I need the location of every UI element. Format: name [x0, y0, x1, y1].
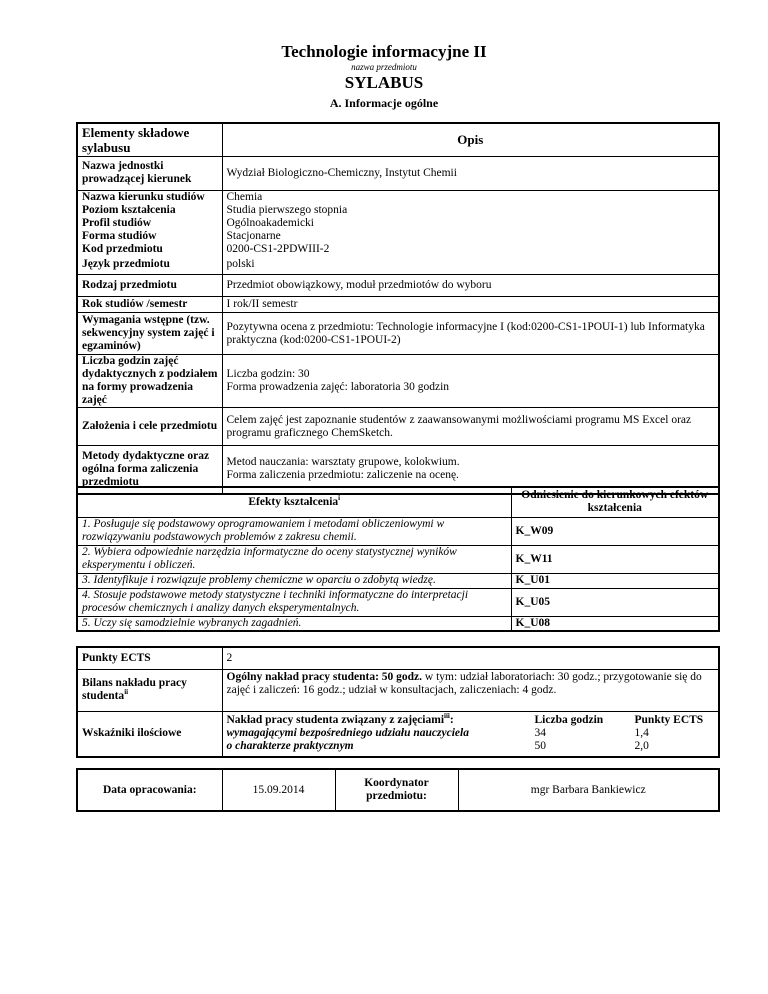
- effect-description: 2. Wybiera odpowiednie narzędzia informatyczne do oceny statystycznej wyników eksperymentu i obliczeń.: [77, 545, 511, 573]
- workload-title-text: Nakład pracy studenta związany z zajęciami: [226, 714, 445, 727]
- workload-ects: 2,0: [634, 740, 649, 753]
- bilans-breakdown: w tym: udział laboratoriach: 30 godz.; przygotowanie się do zajęć i zaliczeń: 16 godz.; udział w konsultacjach, zaliczeniach: 4 godz.: [226, 670, 702, 696]
- info-value-line: Chemia: [226, 190, 263, 203]
- info-value: polski: [222, 256, 719, 275]
- info-header-description: Opis: [222, 123, 719, 156]
- bilans-label: [77, 669, 222, 711]
- indicators-label: Wskaźniki ilościowe: [77, 711, 222, 757]
- ects-value: 2: [222, 647, 719, 669]
- info-value-line: Studia pierwszego stopnia: [226, 203, 348, 216]
- info-label-line: Forma studiów: [82, 229, 157, 242]
- info-label: [77, 190, 222, 256]
- info-value: Pozytywna ocena z przedmiotu: Technologie informacyjne I (kod:0200-CS1-1POUI-1) lub Informatyka praktyczna (kod:0200-CS1-1POUI-2): [222, 313, 719, 355]
- info-label: Rok studiów /semestr: [77, 297, 222, 313]
- info-label-line: Kod przedmiotu: [82, 242, 163, 255]
- info-label-line: Profil studiów: [82, 216, 152, 229]
- bilans-label-text: Bilans nakładu pracy studenta: [82, 677, 187, 702]
- effect-code: K_U08: [511, 616, 719, 631]
- effect-description: 5. Uczy się samodzielnie wybranych zagadnień.: [77, 616, 511, 631]
- effect-description: 1. Posługuje się podstawowy oprogramowaniem i metodami obliczeniowymi w rozwiązywaniu podstawowych problemów z zakresu chemii.: [77, 517, 511, 545]
- date-value: 15.09.2014: [222, 769, 335, 811]
- info-value-line: Ogólnoakademicki: [226, 216, 315, 229]
- bilans-total: Ogólny nakład pracy studenta: 50 godz.: [226, 670, 423, 683]
- coordinator-value: mgr Barbara Bankiewicz: [458, 769, 719, 811]
- ects-label: Punkty ECTS: [77, 647, 222, 669]
- workload-row-label: wymagającymi bezpośredniego udziału nauczyciela: [226, 727, 469, 740]
- workload-ects: 1,4: [634, 727, 649, 740]
- info-value-line: Forma zaliczenia przedmiotu: zaliczenie na ocenę.: [226, 469, 459, 482]
- info-value: Przedmiot obowiązkowy, moduł przedmiotów do wyboru: [222, 275, 719, 297]
- info-value-line: Stacjonarne: [226, 229, 281, 242]
- effect-description: 4. Stosuje podstawowe metody statystyczne i techniki informatyczne do interpretacji procesów chemicznych i analizy danych eksperymentalnych.: [77, 588, 511, 616]
- info-value: Celem zajęć jest zapoznanie studentów z zaawansowanymi możliwościami programu MS Excel oraz programu graficznego ChemSketch.: [222, 408, 719, 446]
- info-value-line: Metod nauczania: warsztaty grupowe, kolokwium.: [226, 456, 460, 469]
- info-table: [76, 122, 720, 495]
- info-value: Wydział Biologiczno-Chemiczny, Instytut Chemii: [222, 156, 719, 190]
- info-label: Rodzaj przedmiotu: [77, 275, 222, 297]
- info-value: [222, 190, 719, 256]
- hours-column-header: Liczba godzin: [534, 714, 604, 727]
- workload-title: [227, 714, 527, 727]
- info-label: Liczba godzin zajęć dydaktycznych z podziałem na formy prowadzenia zajęć: [77, 355, 222, 408]
- bilans-value: [222, 669, 719, 711]
- effect-description: 3. Identyfikuje i rozwiązuje problemy chemiczne w oparciu o zdobytą wiedzę.: [77, 573, 511, 588]
- workload-title-colon: :: [449, 714, 454, 727]
- info-label: Wymagania wstępne (tzw. sekwencyjny system zajęć i egzaminów): [77, 313, 222, 355]
- workload-hours: 34: [534, 727, 546, 740]
- effects-header-text: Efekty kształcenia: [248, 495, 339, 508]
- effect-code: K_W11: [511, 545, 719, 573]
- ects-column-header: Punkty ECTS: [634, 714, 704, 727]
- course-title-caption: nazwa przedmiotu: [351, 62, 417, 72]
- info-value: [222, 355, 719, 408]
- info-label: Nazwa jednostki prowadzącej kierunek: [77, 156, 222, 190]
- section-heading: A. Informacje ogólne: [329, 96, 439, 110]
- effects-header: [77, 487, 511, 517]
- effect-code: K_U01: [511, 573, 719, 588]
- document-title: SYLABUS: [344, 73, 424, 92]
- workload-row-label: o charakterze praktycznym: [226, 740, 354, 753]
- info-value: I rok/II semestr: [222, 297, 719, 313]
- info-label-line: Nazwa kierunku studiów: [82, 190, 205, 203]
- footnote-marker: ii: [124, 688, 129, 697]
- footer-table: [76, 768, 720, 812]
- workload-hours: 50: [534, 740, 546, 753]
- coordinator-label: Koordynator przedmiotu:: [335, 769, 458, 811]
- info-value-line: 0200-CS1-2PDWIII-2: [226, 242, 330, 255]
- effects-reference-header: Odniesienie do kierunkowych efektów kształcenia: [511, 487, 719, 517]
- footnote-marker: i: [338, 493, 341, 502]
- course-title: Technologie informacyjne II: [281, 42, 487, 61]
- info-header-elements: Elementy składowe sylabusu: [77, 123, 222, 156]
- info-label: Metody dydaktyczne oraz ogólna forma zaliczenia przedmiotu: [77, 446, 222, 494]
- indicators-table: [227, 714, 716, 753]
- effect-code: K_U05: [511, 588, 719, 616]
- info-label: Założenia i cele przedmiotu: [77, 408, 222, 446]
- footnote-marker: iii: [444, 712, 450, 721]
- indicators-value: [222, 711, 719, 757]
- info-label: Język przedmiotu: [77, 256, 222, 275]
- ects-table: [76, 646, 720, 758]
- info-value-line: Forma prowadzenia zajęć: laboratoria 30 godzin: [226, 381, 450, 393]
- effect-code: K_W09: [511, 517, 719, 545]
- effects-table: [76, 486, 720, 632]
- info-label-line: Poziom kształcenia: [82, 203, 176, 216]
- info-value-line: Liczba godzin: 30: [226, 368, 310, 380]
- date-label: Data opracowania:: [77, 769, 222, 811]
